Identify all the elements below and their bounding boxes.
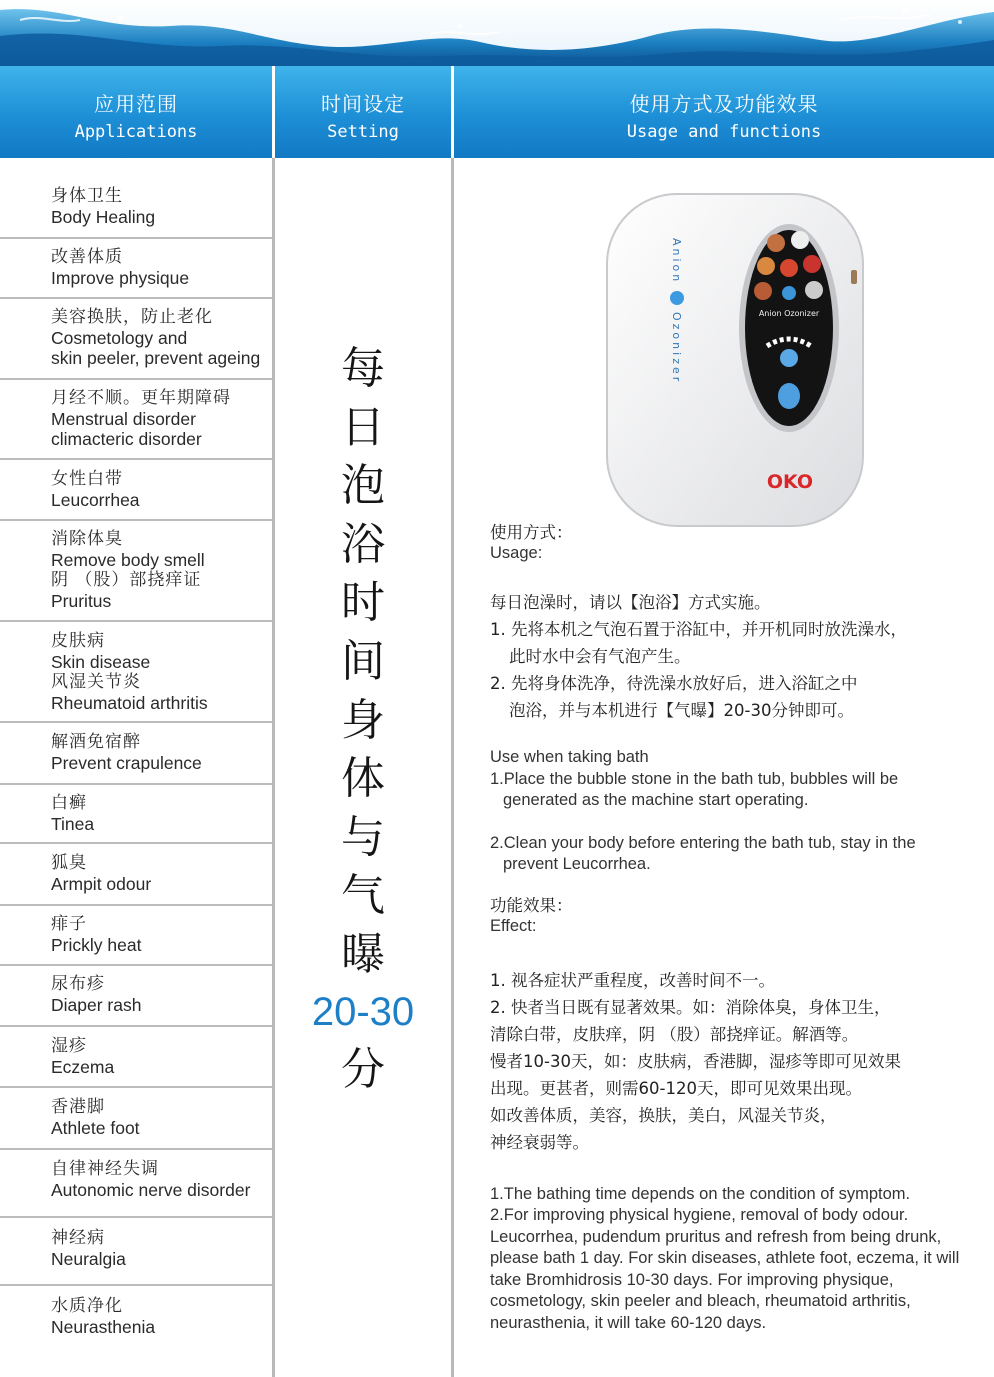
usage-step-en: 1.Place the bubble stone in the bath tub, bubbles will be: [490, 769, 899, 788]
setting-char: 每: [341, 343, 385, 394]
usage-step-cn: 2. 先将身体洗净，待洗澡水放好后，进入浴缸之中: [490, 674, 858, 693]
application-line: 消除体臭: [51, 529, 123, 549]
effect-line-cn: 神经衰弱等。: [490, 1132, 589, 1152]
device-side-text-1: Anion: [670, 238, 683, 285]
application-line: Improve physique: [51, 267, 190, 288]
setting-char: 曝: [341, 928, 385, 980]
water-splash-image: [0, 0, 994, 66]
effect-line-cn: 清除白带，皮肤痒，阴 （股）部挠痒证。解酒等。: [490, 1024, 859, 1044]
application-item: [0, 844, 272, 906]
setting-char: 身: [341, 694, 385, 746]
setting-char: 与: [341, 811, 385, 863]
application-item: [0, 380, 272, 460]
application-item: [0, 1150, 272, 1218]
application-item: [0, 723, 272, 785]
device-illustration: [601, 190, 873, 530]
application-line: 尿布疹: [51, 974, 105, 994]
header-usage-cn: 使用方式及功能效果: [629, 92, 819, 116]
device-logo-dot: [670, 291, 684, 305]
application-item: [0, 239, 272, 299]
application-line: 月经不顺。更年期障碍: [51, 388, 231, 408]
application-line: 美容换肤，防止老化: [51, 307, 213, 327]
setting-char: 日: [341, 401, 385, 453]
header-setting: [275, 66, 451, 158]
application-line: 神经病: [51, 1228, 105, 1248]
application-item: [0, 966, 272, 1027]
application-line: 白癣: [51, 793, 87, 813]
application-line: 香港脚: [51, 1097, 105, 1117]
header-setting-en: Setting: [327, 122, 399, 142]
device-power-button: [778, 383, 800, 409]
application-item: [0, 521, 272, 622]
application-item: [0, 1027, 272, 1088]
setting-duration-unit: 分: [341, 1043, 385, 1095]
header-divider: [272, 66, 275, 158]
setting-char: 气: [341, 870, 385, 922]
effect-line-cn: 慢者10-30天，如：皮肤病，香港脚，湿疹等即可见效果: [490, 1051, 901, 1071]
header-setting-cn: 时间设定: [321, 92, 405, 116]
application-line: 阴 （股）部挠痒证: [51, 570, 202, 590]
effect-label-cn: 功能效果：: [490, 895, 573, 915]
application-line: Autonomic nerve disorder: [51, 1179, 251, 1200]
device-side-text-2: Ozonizer: [670, 312, 683, 385]
application-line: Body Healing: [51, 206, 156, 227]
usage-step-en: generated as the machine start operating.: [503, 791, 809, 809]
header-applications-en: Applications: [74, 122, 198, 142]
setting-duration-number: 20-30: [311, 989, 415, 1034]
application-item: [0, 460, 272, 521]
application-line: 自律神经失调: [51, 1159, 159, 1179]
application-line: Neuralgia: [51, 1248, 126, 1269]
header-usage: [454, 66, 994, 158]
usage-intro-en: Use when taking bath: [490, 748, 649, 766]
device-brand-logo: OKO: [766, 471, 814, 493]
usage-step-cn: 泡浴，并与本机进行【气曝】20-30分钟即可。: [509, 701, 854, 720]
application-line: climacteric disorder: [51, 429, 202, 449]
setting-char: 泡: [341, 460, 385, 512]
application-item: [0, 1088, 272, 1150]
effect-line-en: 1.The bathing time depends on the condition of symptom.: [490, 1184, 911, 1203]
effect-line-en: take Bromhidrosis 10-30 days. For improving physique,: [490, 1270, 894, 1289]
header-usage-en: Usage and functions: [626, 122, 822, 142]
application-line: Prevent crapulence: [51, 752, 202, 773]
setting-char: 浴: [341, 518, 385, 570]
usage-step-en: 2.Clean your body before entering the bath tub, stay in the: [490, 833, 916, 852]
setting-char: 时: [341, 577, 385, 629]
water-splash-banner: [0, 0, 994, 66]
setting-vertical-text: [275, 340, 451, 1099]
usage-intro-cn: 每日泡澡时，请以【泡浴】方式实施。: [490, 593, 771, 612]
header-divider: [451, 66, 454, 158]
application-line: 皮肤病: [51, 631, 105, 651]
effect-line-en: Leucorrhea, pudendum pruritus and refresh from being drunk,: [490, 1227, 942, 1246]
application-line: 痱子: [51, 914, 87, 934]
application-item: [0, 906, 272, 966]
application-line: Leucorrhea: [51, 489, 140, 510]
effect-line-cn: 如改善体质，美容，换肤，美白，风湿关节炎，: [490, 1105, 837, 1125]
application-item: [0, 622, 272, 723]
application-line: Neurasthenia: [51, 1316, 156, 1337]
effect-label-en: Effect:: [490, 916, 537, 935]
usage-step-cn: 1. 先将本机之气泡石置于浴缸中，并开机同时放洗澡水，: [490, 620, 907, 639]
application-line: 解酒免宿醉: [51, 732, 141, 752]
effect-line-cn: 1. 视各症状严重程度，改善时间不一。: [490, 970, 775, 990]
application-line: 女性白带: [51, 469, 123, 489]
application-line: Tinea: [51, 813, 95, 834]
header-bar: [0, 66, 994, 158]
effect-line-en: please bath 1 day. For skin diseases, athlete foot, eczema, it will: [490, 1249, 960, 1267]
device-side-port: [851, 270, 857, 284]
application-item: [0, 785, 272, 844]
usage-step-en: prevent Leucorrhea.: [503, 855, 651, 873]
application-item: [0, 299, 272, 380]
effect-line-en: 2.For improving physical hygiene, removal of body odour.: [490, 1206, 909, 1224]
effect-line-en: cosmetology, skin peeler and bleach, rheumatoid arthritis,: [490, 1292, 911, 1310]
setting-char: 体: [341, 753, 385, 805]
usage-content: [490, 522, 970, 1334]
application-line: Armpit odour: [51, 873, 152, 894]
setting-char: 间: [341, 635, 385, 687]
device-button: [780, 349, 798, 367]
application-line: 改善体质: [51, 247, 123, 267]
ozonizer-device-image: [601, 190, 873, 530]
usage-label-cn: 使用方式：: [490, 523, 573, 542]
application-line: Diaper rash: [51, 994, 142, 1015]
application-line: 湿疹: [51, 1036, 87, 1056]
application-line: 风湿关节炎: [51, 672, 141, 692]
application-item: [0, 1286, 272, 1376]
application-line: 水质净化: [51, 1296, 123, 1316]
application-line: Rheumatoid arthritis: [51, 692, 208, 713]
application-line: Menstrual disorder: [51, 408, 196, 429]
application-line: 身体卫生: [51, 186, 123, 206]
application-line: Prickly heat: [51, 934, 142, 955]
application-line: Skin disease: [51, 651, 151, 672]
effect-line-cn: 出现。更甚者，则需60-120天，即可见效果出现。: [490, 1078, 862, 1098]
application-line: Athlete foot: [51, 1117, 140, 1138]
usage-label-en: Usage:: [490, 544, 543, 562]
usage-step-cn: 此时水中会有气泡产生。: [509, 647, 691, 666]
application-item: [0, 1218, 272, 1286]
header-applications-cn: 应用范围: [94, 92, 178, 116]
application-line: Remove body smell: [51, 549, 205, 570]
application-line: 狐臭: [51, 853, 87, 873]
application-line: Eczema: [51, 1056, 115, 1077]
application-item: [0, 158, 272, 239]
effect-line-cn: 2. 快者当日既有显著效果。如：消除体臭，身体卫生，: [490, 997, 891, 1017]
application-line: Cosmetology and: [51, 327, 188, 348]
application-line: Pruritus: [51, 590, 112, 611]
column-divider: [451, 158, 454, 1377]
header-applications: [0, 66, 272, 158]
effect-line-en: neurasthenia, it will take 60-120 days.: [490, 1313, 767, 1332]
device-panel-label: Anion Ozonizer: [758, 309, 820, 318]
application-line: skin peeler, prevent ageing: [51, 348, 261, 368]
